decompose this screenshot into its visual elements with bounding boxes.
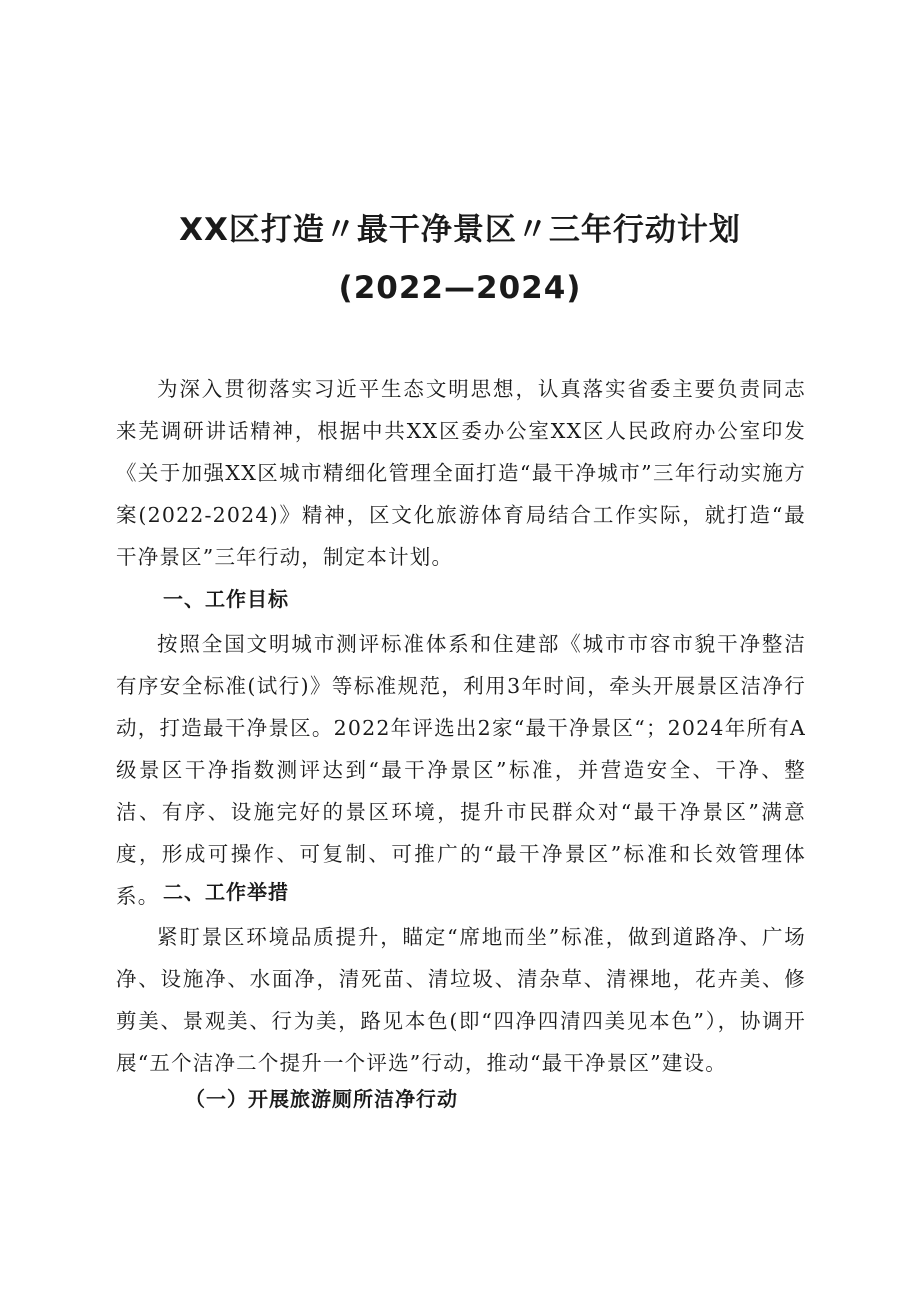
document-title: XX区打造〃最干净景区〃三年行动计划 bbox=[179, 212, 741, 248]
intro-paragraph: 为深入贯彻落实习近平生态文明思想，认真落实省委主要负责同志来芜调研讲话精神，根据中共XX区委办公室XX区人民政府办公室印发《关于加强XX区城市精细化管理全面打造“最干净城市”三年行动实施方案(2022-2024)》精神，区文化旅游体育局结合工作实际，就打造“最干净景区”三年行动，制定本计划。 bbox=[116, 377, 806, 569]
section-heading-measures: 二、工作举措 bbox=[163, 880, 289, 904]
document-subtitle-years: (2022—2024) bbox=[338, 270, 582, 306]
measures-paragraph: 紧盯景区环境品质提升，瞄定“席地而坐”标准，做到道路净、广场净、设施净、水面净，清死苗、清垃圾、清杂草、清裸地，花卉美、修剪美、景观美、行为美，路见本色(即“四净四清四美见本色”），协调开展“五个洁净二个提升一个评选”行动，推动“最干净景区”建设。 bbox=[116, 925, 806, 1075]
goals-paragraph: 按照全国文明城市测评标准体系和住建部《城市市容市貌干净整洁有序安全标准(试行)》等标准规范，利用3年时间，牵头开展景区洁净行动，打造最干净景区。2022年评选出2家“最干净景区“；2024年所有A级景区干净指数测评达到“最干净景区”标准，并营造安全、干净、整洁、有序、设施完好的景区环境，提升市民群众对“最干净景区”满意度，形成可操作、可复制、可推广的“最干净景区”标准和长效管理体系。 bbox=[116, 632, 806, 908]
subsection-heading-toilets: （一）开展旅游厕所洁净行动 bbox=[185, 1087, 458, 1111]
section-heading-goals: 一、工作目标 bbox=[163, 587, 289, 611]
